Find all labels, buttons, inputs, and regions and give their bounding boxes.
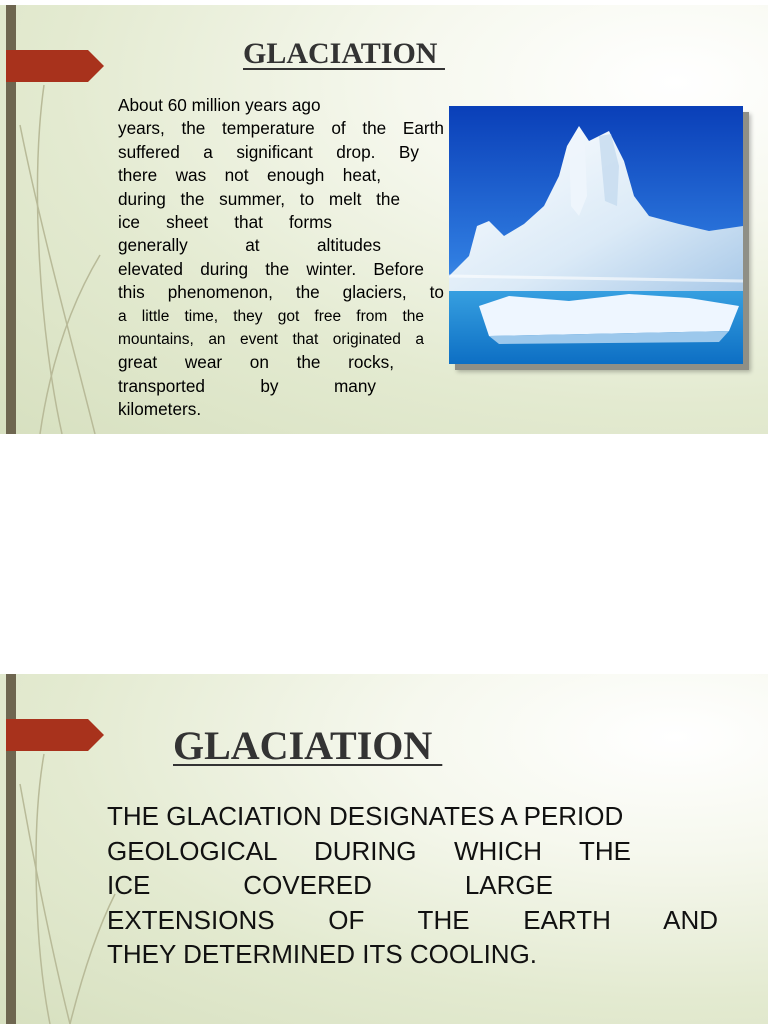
- text-line: a little time, they got free from the: [118, 307, 424, 325]
- text-line: great wear on the rocks,: [118, 352, 394, 373]
- slide-title: GLACIATION: [243, 37, 445, 70]
- text-line: transported by many: [118, 375, 376, 396]
- slide-1: [0, 5, 768, 434]
- bullet-line: [104, 94, 444, 117]
- slide-2: [0, 674, 768, 1024]
- text-line: GEOLOGICAL DURING WHICH THE: [107, 835, 631, 866]
- bullet-line: [88, 799, 718, 834]
- text-line: kilometers.: [118, 399, 202, 420]
- text-line: there was not enough heat,: [118, 165, 381, 186]
- text-line: EXTENSIONS OF THE EARTH AND: [107, 904, 718, 935]
- text-line: elevated during the winter. Before: [118, 258, 424, 279]
- slide-title: GLACIATION: [173, 723, 443, 768]
- text-line: ICE COVERED LARGE: [107, 870, 553, 900]
- slide-body-text: [88, 799, 718, 972]
- text-line: this phenomenon, the glaciers, to: [118, 282, 444, 303]
- text-line: THE GLACIATION DESIGNATES A PERIOD: [107, 801, 624, 831]
- iceberg-photo: [449, 106, 743, 364]
- slide-body-text: [104, 94, 444, 422]
- text-line: during the summer, to melt the: [118, 188, 400, 209]
- text-line: THEY DETERMINED ITS COOLING.: [107, 939, 538, 969]
- text-line: suffered a significant drop. By: [118, 141, 419, 162]
- text-line: About 60 million years ago: [118, 95, 321, 115]
- red-arrow-tag: [6, 719, 104, 751]
- text-line: mountains, an event that originated a: [118, 331, 424, 349]
- text-line: ice sheet that forms: [118, 212, 332, 233]
- text-line: generally at altitudes: [118, 235, 381, 256]
- text-line: years, the temperature of the Earth: [118, 118, 444, 139]
- red-arrow-tag: [6, 50, 104, 82]
